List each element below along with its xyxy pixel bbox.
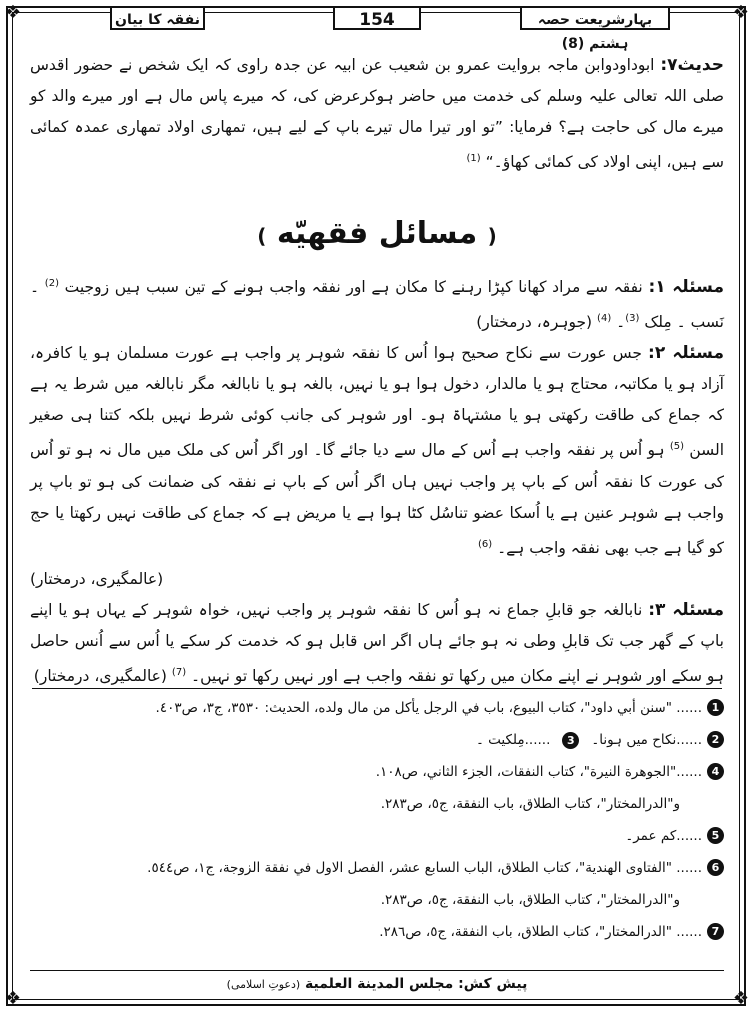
footnote-ref: (3) [625,313,640,325]
footnote-5: 5 ......کم عمر۔ [30,820,724,852]
footer-prefix: پیش کش: [458,976,528,992]
footnote-ref: (1) [466,153,481,164]
footnote-ref: (2) [44,278,59,290]
footer-suffix: (دعوتِ اسلامی) [226,978,301,991]
hadith-line-3: تیرے باپ کے لیے ہیں، تمھاری اولاد تمھاری عمدہ کمائی سے ہیں، اپنی اولاد کی کمائی کھاؤ۔“ [30,118,724,172]
footer-divider [30,970,724,971]
footnote-4-cont: و"الدرالمختار"، كتاب الطلاق، باب النفقة، ج٥، ص٢٨٣. [380,796,680,812]
publisher-name: مجلس المدينة العلمية [305,976,454,992]
footnote-4: 4 ......"الجوهرة النيرة"، كتاب النفقات، الجزء الثاني، ص١٠٨. [30,756,724,788]
footnote-ref: (5) [669,441,685,453]
masala-label: مسئلہ ۱: [648,277,724,298]
chapter-title: نفقہ کا بیان [110,6,205,30]
masala-label: مسئلہ ۲: [648,343,724,364]
footnote-2-3: 2 ......نکاح میں ہونا۔ 3 ......مِلکیت ۔ [30,724,724,756]
footnote-1: 1 ...... "سنن أبي داود"، كتاب البيوع، باب في الرجل يأكل من مال ولده، الحديث: ٣٥٣٠، ج٣، ص٤٠٣. [30,692,724,724]
corner-ornament: ❖ [4,2,22,23]
footnote-ref: (4) [597,313,612,325]
hadith-paragraph [30,50,724,178]
section-heading: ( مسائل فقهیّه ) [257,216,497,252]
masala-2-source: (عالمگیری، درمختار) [30,569,164,588]
corner-ornament: ❖ [732,988,750,1009]
footnotes [30,692,724,948]
main-content [30,50,724,692]
hadith-line-1: ابوداودوابن ماجہ بروایت عمرو بن شعیب عن ابیہ عن جدہ راوی کہ ایک شخص نے حضور اقدس صلی اللہ تعالی علیہ وسلم [30,56,724,105]
hadith-line-2: کی خدمت میں حاضر ہوکرعرض کی، کہ میرے پاس مال ہے اور میرے والد کو میرے مال کی حاجت ہے؟ فرمایا: ”تو اور تیرا مال [30,87,724,136]
book-title: بہارِشریعت حصہ ہشتم (8) [520,6,670,30]
corner-ornament: ❖ [4,988,22,1009]
footnote-divider [32,688,722,689]
masala-1: مسئلہ ۱: نفقہ سے مراد کھانا کپڑا رہنے کا مکان ہے اور نفقہ واجب ہونے کے تین سبب ہیں زوجیت $^{(2)}$ ۔ نَسب ۔ مِلک $^{(3)}$۔ $^{(4)}$ (جوہرہ، درمختار) [30,277,724,332]
corner-ornament: ❖ [732,2,750,23]
footnote-7: 7 ...... "الدرالمختار"، كتاب الطلاق، باب النفقة، ج٥، ص٢٨٦. [30,916,724,948]
page-header [0,4,754,52]
footnote-ref: (6) [477,538,493,550]
footnote-6-cont: و"الدرالمختار"، كتاب الطلاق، باب النفقة، ج٥، ص٢٨٣. [380,892,680,908]
hadith-label: حدیث۷: [660,55,724,75]
masala-3: مسئلہ ۳: نابالغہ جو قابلِ جماع نہ ہو اُس کا نفقہ شوہر پر واجب نہیں، خواہ شوہر کے یہاں ہو یا اپنے باپ کے گھر جب تک قابلِ وطی نہ ہو جائے ہاں اگر اس قابل ہو کہ خدمت کر سکے یا اُس سے اُنس حاصل ہو سکے اور شوہر نے اپنے مکان میں رکھا تو نفقہ واجب ہے اور نہیں رکھا تو نہیں۔ $^{(7)}$ (عالمگیری، درمختار) [30,599,724,685]
page-footer [0,976,754,992]
section-heading-text: مسائل فقهیّه [276,216,478,252]
masala-label: مسئلہ ۳: [648,599,724,620]
masala-2: مسئلہ ۲: جس عورت سے نکاح صحیح ہوا اُس کا نفقہ شوہر پر واجب ہے عورت مسلمان ہو یا کافرہ، آزاد ہو یا مکاتبہ، محتاج ہو یا مالدار، دخول ہوا ہو یا نہیں، بالغہ ہو یا نابالغہ مگر نابالغہ میں شرط یہ ہے کہ جماع کی طاقت رکھتی ہو یا مشتہاۃ ہو۔ اور شوہر کی جانب کوئی شرط نہیں بلکہ کتنا ہی صغیر السن $^{(5)}$ ہو اُس پر نفقہ واجب ہے اُس کے مال سے دیا جائے گا۔ اور اگر اُس کی ملک میں مال نہ ہو تو اُس کی عورت کا نفقہ اُس کے باپ پر واجب نہیں ہاں اگر اُس کے باپ نے نفقہ کی ضمانت کی ہو تو باپ پر واجب ہے شوہر عنین ہے یا اُسکا عضو تناسُل کٹا ہوا ہے یا مریض ہے کہ جماع کی طاقت نہیں رکھتا یا حج کو گیا ہے جب بھی نفقہ واجب ہے۔ $^{(6)}$ [30,343,724,557]
page-number: 154 [333,6,421,30]
footnote-6: 6 ...... "الفتاوى الهندية"، كتاب الطلاق، الباب السابع عشر، الفصل الاول في نفقة الزوجة، ج١، ص٥٤٤. [30,852,724,884]
footnote-ref: (7) [171,666,187,678]
